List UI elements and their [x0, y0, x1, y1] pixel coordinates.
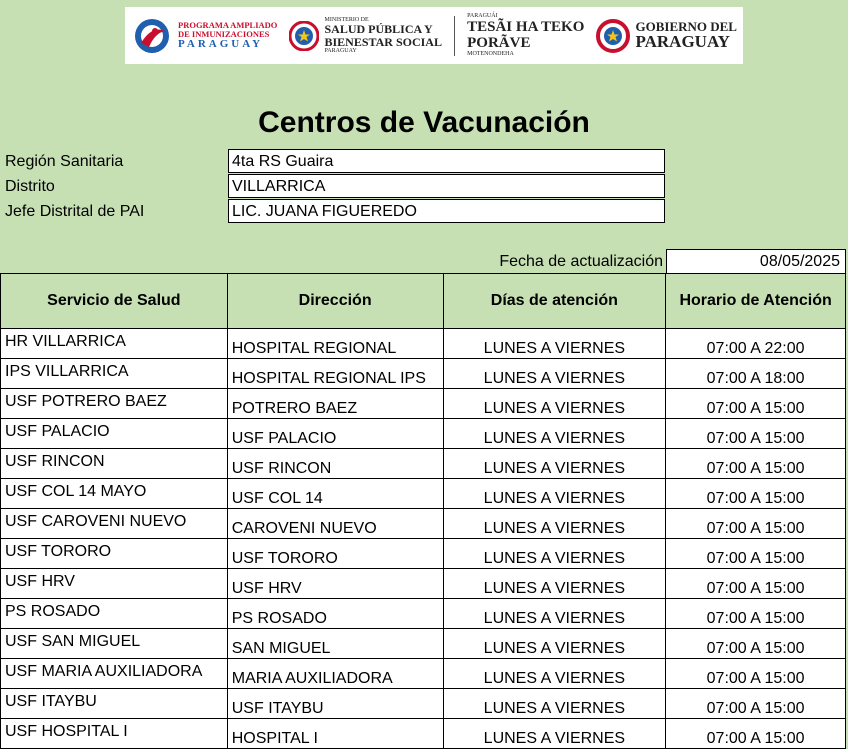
cell-direccion: USF TORORO — [227, 539, 443, 569]
cell-horario: 07:00 A 15:00 — [666, 509, 846, 539]
cell-horario: 07:00 A 22:00 — [666, 329, 846, 359]
gobierno-seal-icon — [596, 19, 630, 53]
cell-servicio: USF HOSPITAL I — [1, 719, 228, 749]
table-row — [1, 509, 846, 539]
cell-dias: LUNES A VIERNES — [443, 329, 666, 359]
cell-direccion: USF PALACIO — [227, 419, 443, 449]
cell-horario: 07:00 A 18:00 — [666, 359, 846, 389]
cell-servicio: USF CAROVENI NUEVO — [1, 509, 228, 539]
cell-dias: LUNES A VIERNES — [443, 689, 666, 719]
distrito-value: VILLARRICA — [228, 174, 665, 198]
cell-servicio: IPS VILLARRICA — [1, 359, 228, 389]
table-body — [1, 329, 846, 749]
msp-line1: MINISTERIO DE — [324, 16, 369, 23]
table-row — [1, 539, 846, 569]
cell-dias: LUNES A VIERNES — [443, 599, 666, 629]
tesai-line3: PORÃVE — [467, 34, 531, 51]
cell-servicio: USF TORORO — [1, 539, 228, 569]
cell-servicio: HR VILLARRICA — [1, 329, 228, 359]
cell-horario: 07:00 A 15:00 — [666, 569, 846, 599]
cell-direccion: CAROVENI NUEVO — [227, 509, 443, 539]
cell-direccion: USF HRV — [227, 569, 443, 599]
cell-horario: 07:00 A 15:00 — [666, 659, 846, 689]
cell-dias: LUNES A VIERNES — [443, 659, 666, 689]
vaccination-centers-table — [0, 273, 846, 749]
cell-horario: 07:00 A 15:00 — [666, 389, 846, 419]
cell-direccion: USF ITAYBU — [227, 689, 443, 719]
header-horario: Horario de Atención — [666, 274, 846, 329]
distrito-label: Distrito — [5, 178, 55, 195]
page-title: Centros de Vacunación — [258, 106, 590, 139]
table-row — [1, 389, 846, 419]
tesai-logo — [467, 13, 584, 57]
table-row — [1, 659, 846, 689]
cell-servicio: USF MARIA AUXILIADORA — [1, 659, 228, 689]
jefe-value: LIC. JUANA FIGUEREDO — [228, 199, 665, 223]
cell-horario: 07:00 A 15:00 — [666, 539, 846, 569]
table-row — [1, 329, 846, 359]
cell-servicio: PS ROSADO — [1, 599, 228, 629]
pai-line2: DE INMUNIZACIONES — [178, 28, 270, 39]
cell-servicio: USF COL 14 MAYO — [1, 479, 228, 509]
cell-horario: 07:00 A 15:00 — [666, 449, 846, 479]
cell-direccion: PS ROSADO — [227, 599, 443, 629]
region-label: Región Sanitaria — [5, 153, 124, 170]
cell-dias: LUNES A VIERNES — [443, 509, 666, 539]
cell-servicio: USF HRV — [1, 569, 228, 599]
cell-dias: LUNES A VIERNES — [443, 539, 666, 569]
pai-line3: PARAGUAY — [178, 37, 264, 50]
cell-dias: LUNES A VIERNES — [443, 629, 666, 659]
table-header-row — [1, 274, 846, 329]
cell-horario: 07:00 A 15:00 — [666, 629, 846, 659]
header-direccion: Dirección — [227, 274, 443, 329]
cell-dias: LUNES A VIERNES — [443, 719, 666, 749]
paraguay-seal-icon — [289, 21, 319, 51]
fecha-label: Fecha de actualización — [499, 253, 663, 270]
cell-dias: LUNES A VIERNES — [443, 449, 666, 479]
msp-logo — [289, 17, 441, 55]
cell-dias: LUNES A VIERNES — [443, 359, 666, 389]
cell-servicio: USF ITAYBU — [1, 689, 228, 719]
cell-direccion: HOSPITAL I — [227, 719, 443, 749]
table-row — [1, 629, 846, 659]
cell-servicio: USF SAN MIGUEL — [1, 629, 228, 659]
gobierno-line2: PARAGUAY — [635, 32, 730, 52]
cell-direccion: USF COL 14 — [227, 479, 443, 509]
msp-line2: SALUD PÚBLICA Y — [324, 21, 433, 36]
cell-servicio: USF RINCON — [1, 449, 228, 479]
cell-horario: 07:00 A 15:00 — [666, 479, 846, 509]
pai-emblem-icon — [131, 17, 173, 55]
tesai-line2: TESÃI HA TEKO — [467, 18, 585, 35]
gobierno-logo — [596, 19, 737, 53]
logo-bar — [125, 7, 743, 64]
cell-servicio: USF POTRERO BAEZ — [1, 389, 228, 419]
cell-dias: LUNES A VIERNES — [443, 479, 666, 509]
table-row — [1, 449, 846, 479]
logo-divider — [454, 16, 455, 56]
table-row — [1, 599, 846, 629]
header-servicio: Servicio de Salud — [1, 274, 228, 329]
pai-logo — [131, 17, 277, 55]
gobierno-line1: GOBIERNO DEL — [635, 18, 737, 34]
cell-horario: 07:00 A 15:00 — [666, 719, 846, 749]
tesai-line1: PARAGUÁI — [467, 13, 498, 20]
fecha-value: 08/05/2025 — [666, 249, 846, 274]
msp-line4: PARAGUAY — [324, 48, 357, 55]
cell-direccion: HOSPITAL REGIONAL IPS — [227, 359, 443, 389]
cell-horario: 07:00 A 15:00 — [666, 689, 846, 719]
cell-direccion: SAN MIGUEL — [227, 629, 443, 659]
cell-direccion: MARIA AUXILIADORA — [227, 659, 443, 689]
cell-direccion: HOSPITAL REGIONAL — [227, 329, 443, 359]
table-row — [1, 719, 846, 749]
table-row — [1, 359, 846, 389]
cell-dias: LUNES A VIERNES — [443, 419, 666, 449]
msp-line3: BIENESTAR SOCIAL — [324, 34, 442, 49]
cell-dias: LUNES A VIERNES — [443, 569, 666, 599]
header-dias: Días de atención — [443, 274, 666, 329]
cell-horario: 07:00 A 15:00 — [666, 419, 846, 449]
table-row — [1, 479, 846, 509]
table-row — [1, 419, 846, 449]
cell-direccion: POTRERO BAEZ — [227, 389, 443, 419]
cell-horario: 07:00 A 15:00 — [666, 599, 846, 629]
tesai-line4: MOTENONDEHA — [467, 51, 514, 58]
cell-dias: LUNES A VIERNES — [443, 389, 666, 419]
region-value: 4ta RS Guaira — [228, 149, 665, 173]
table-row — [1, 689, 846, 719]
jefe-label: Jefe Distrital de PAI — [5, 203, 145, 220]
table-row — [1, 569, 846, 599]
cell-servicio: USF PALACIO — [1, 419, 228, 449]
cell-direccion: USF RINCON — [227, 449, 443, 479]
pai-line1: PROGRAMA AMPLIADO — [178, 19, 278, 30]
